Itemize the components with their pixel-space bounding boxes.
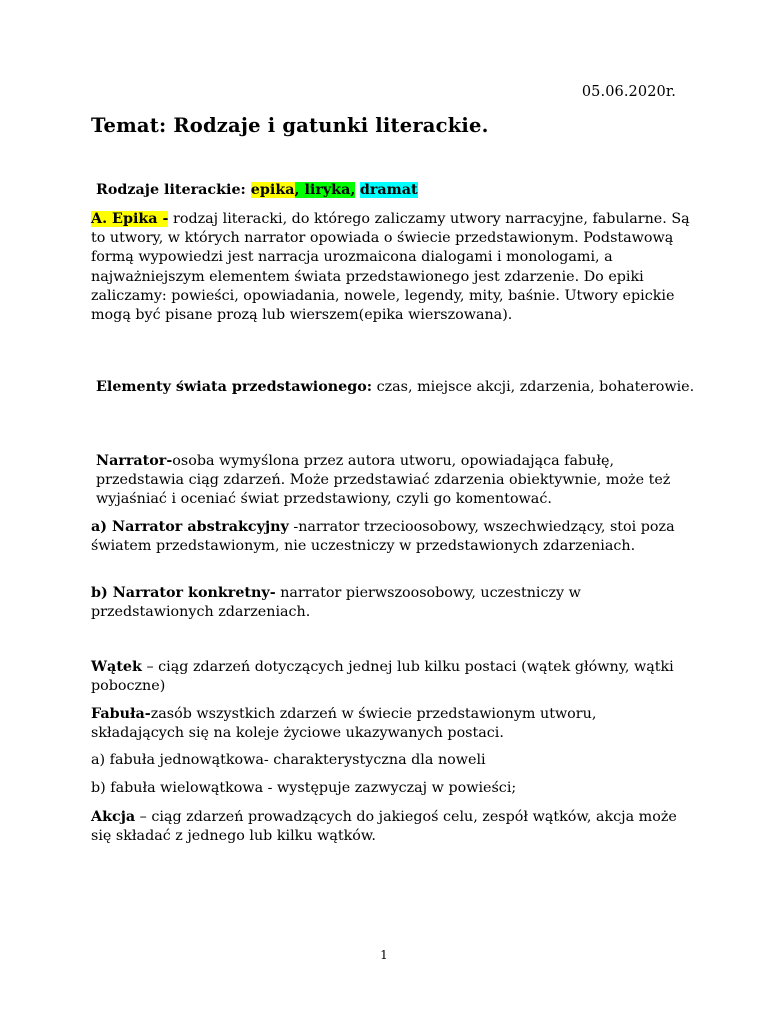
narrator-abstract-term: a) Narrator abstrakcyjny xyxy=(91,519,289,535)
narrator-abstract-text: -narrator trzecioosobowy, wszechwiedzący, stoi poza światem przedstawionym, nie uczestniczy w przedstawionych zdarzeniach. xyxy=(91,519,675,555)
epika-paragraph xyxy=(91,210,691,325)
fabula-b-item: b) fabuła wielowątkowa - występuje zazwyczaj w powieści; xyxy=(91,780,517,796)
page-number: 1 xyxy=(380,948,388,962)
narrator-abstract-paragraph xyxy=(91,518,691,556)
fabula-term: Fabuła- xyxy=(91,706,151,722)
fabula-paragraph xyxy=(91,705,691,743)
akcja-term: Akcja xyxy=(91,809,136,825)
fabula-text: zasób wszystkich zdarzeń w świecie przedstawionym utworu, składających się na koleje życiowe ukazywanych postaci. xyxy=(91,706,597,742)
narrator-concrete-paragraph xyxy=(91,584,691,622)
kind-liryka-highlight: , liryka, xyxy=(294,182,356,198)
narrator-text: osoba wymyślona przez autora utworu, opowiadająca fabułę, przedstawia ciąg zdarzeń. Może przedstawiać zdarzenia obiektywnie, może też wyjaśniać i oceniać świat przedstawiony, czyli go komentować. xyxy=(96,453,671,508)
narrator-term: Narrator- xyxy=(96,453,173,469)
document-title: Temat: Rodzaje i gatunki literackie. xyxy=(91,114,489,137)
document-date: 05.06.2020r. xyxy=(581,84,676,100)
akcja-text: – ciąg zdarzeń prowadzących do jakiegoś celu, zespół wątków, akcja może się składać z jednego lub kilku wątków. xyxy=(91,809,677,845)
akcja-paragraph xyxy=(91,808,691,846)
elements-paragraph xyxy=(91,378,696,397)
elements-text: czas, miejsce akcji, zdarzenia, bohaterowie. xyxy=(372,379,695,395)
kind-epika-highlight: epika xyxy=(250,182,295,198)
kind-dramat-highlight: dramat xyxy=(359,182,418,198)
narrator-concrete-text: narrator pierwszoosobowy, uczestniczy w przedstawionych zdarzeniach. xyxy=(91,585,581,621)
watek-text: – ciąg zdarzeń dotyczących jednej lub kilku postaci (wątek główny, wątki poboczne) xyxy=(91,659,674,695)
literary-kinds-line xyxy=(91,181,696,200)
epika-marker: A. Epika - xyxy=(91,211,169,227)
epika-text: rodzaj literacki, do którego zaliczamy utwory narracyjne, fabularne. Są to utwory, w których narrator opowiada o świecie przedstawionym. Podstawową formą wypowiedzi jest narracja urozmaicona dialogami i monologami, a najważniejszym elementem świata przedstawionego jest zdarzenie. Do epiki zaliczamy: powieści, opowiadania, nowele, legendy, mity, baśnie. Utwory epickie mogą być pisane prozą lub wierszem(epika wierszowana). xyxy=(91,211,690,324)
narrator-concrete-term: b) Narrator konkretny- xyxy=(91,585,276,601)
fabula-a-item: a) fabuła jednowątkowa- charakterystyczna dla noweli xyxy=(91,752,486,768)
narrator-paragraph xyxy=(91,452,696,510)
watek-paragraph xyxy=(91,658,691,696)
elements-term: Elementy świata przedstawionego: xyxy=(96,379,373,395)
watek-term: Wątek xyxy=(91,659,142,675)
literary-kinds-label: Rodzaje literackie: xyxy=(96,182,251,198)
